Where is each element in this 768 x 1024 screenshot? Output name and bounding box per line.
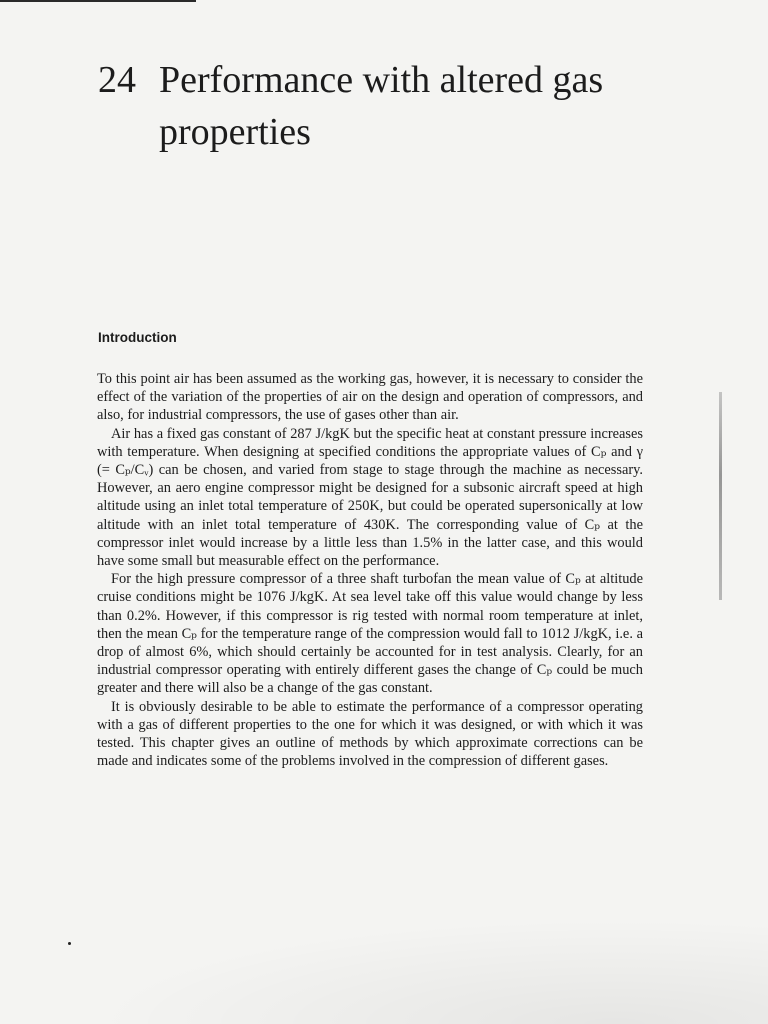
- paragraph-1: To this point air has been assumed as the working gas, however, it is necessary to consider the effect of the variation of the properties of air on the design and operation of compressors, and also, for industrial compressors, the use of gases other than air.: [97, 371, 643, 424]
- paragraph-2: Air has a fixed gas constant of 287 J/kgK but the specific heat at constant pressure increases with temperature. When designing at specified conditions the appropriate values of Cₚ and γ (= Cₚ/Cᵥ) can be chosen, and varied from stage to stage through the machine as necessary. However, an aero engine compressor might be designed for a subsonic aircraft speed at high altitude using an inlet total temperature of 250K, but could be operated supersonically at low altitude with an inlet total temperature of 430K. The corresponding value of Cₚ at the compressor inlet would increase by a little less than 1.5% in the latter case, and this would have some small but measurable effect on the performance.: [97, 425, 643, 570]
- scan-artifact-bar: [719, 392, 722, 600]
- chapter-number: 24: [98, 59, 136, 101]
- top-rule: [0, 0, 196, 2]
- chapter-title: Performance with altered gas properties: [159, 59, 604, 153]
- body-text: [97, 370, 643, 770]
- chapter-heading: [98, 54, 718, 158]
- paragraph-4: It is obviously desirable to be able to estimate the performance of a compressor operating with a gas of different properties to the one for which it was designed, or with which it was tested. This chapter gives an outline of methods by which approximate corrections can be made and indicates some of the problems involved in the compression of different gases.: [97, 698, 643, 770]
- page-edge-shadow: [0, 900, 768, 1024]
- paragraph-3: For the high pressure compressor of a three shaft turbofan the mean value of Cₚ at altitude cruise conditions might be 1076 J/kgK. At sea level take off this value would change by less than 0.2%. However, if this compressor is rig tested with normal room temperature at inlet, then the mean Cₚ for the temperature range of the compression would fall to 1012 J/kgK, i.e. a drop of almost 6%, which should certainly be accounted for in test analysis. Clearly, for an industrial compressor operating with entirely different gases the change of Cₚ could be much greater and there will also be a change of the gas constant.: [97, 571, 643, 697]
- section-heading: Introduction: [98, 330, 177, 345]
